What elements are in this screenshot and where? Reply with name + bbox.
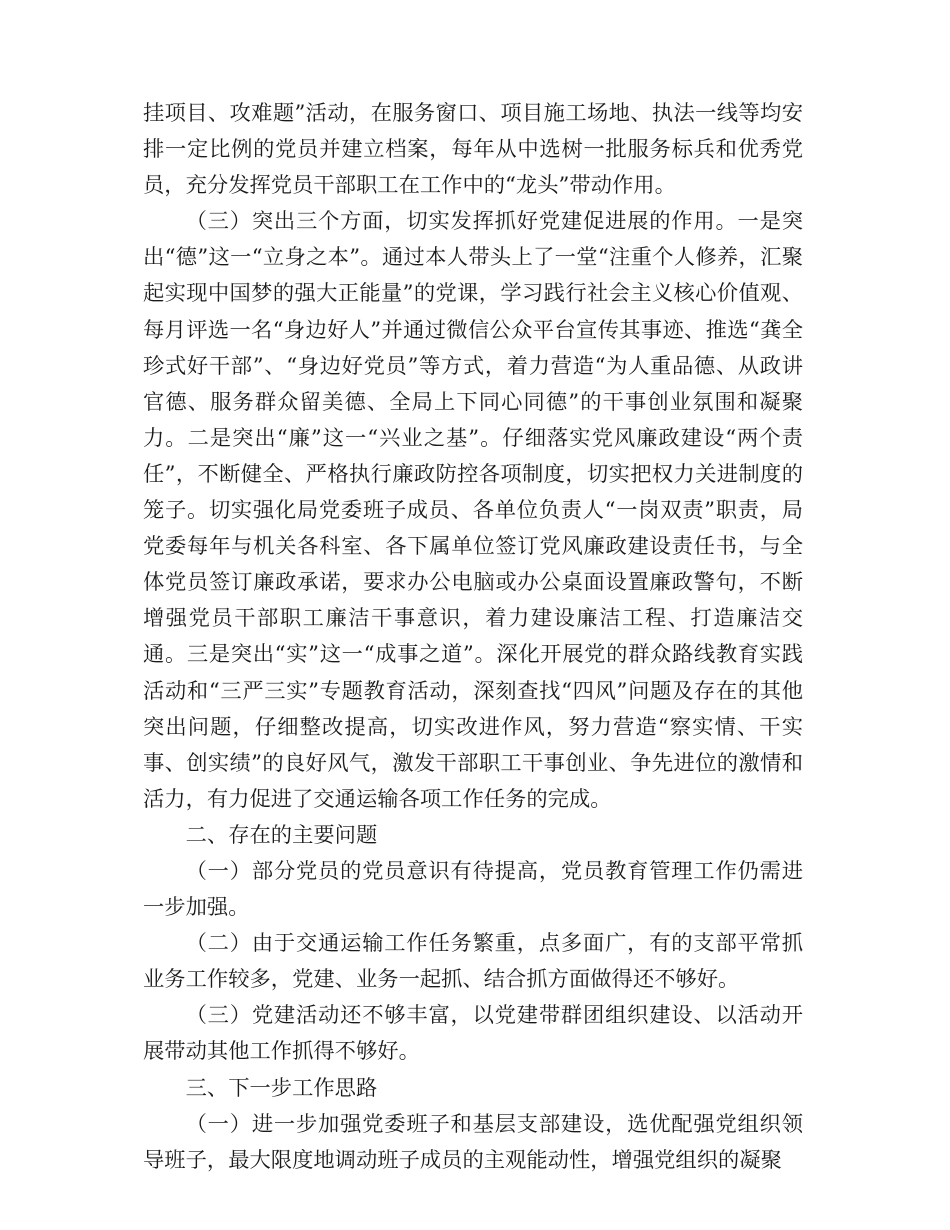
heading-next-steps: 三、下一步工作思路 <box>185 1075 378 1101</box>
paragraph-next-step-1: （一）进一步加强党委班子和基层支部建设，选优配强党组织领导班子，最大限度地调动班子成员的主观能动性，增强党组织的凝聚 <box>143 1111 803 1173</box>
paragraph-continuation: 挂项目、攻难题”活动，在服务窗口、项目施工场地、执法一线等均安排一定比例的党员并建立档案，每年从中选树一批服务标兵和优秀党员，充分发挥党员干部职工在工作中的“龙头”带动作用。 <box>143 101 803 199</box>
paragraph-problem-2: （二）由于交通运输工作任务繁重，点多面广，有的支部平常抓业务工作较多，党建、业务一起抓、结合抓方面做得还不够好。 <box>143 931 803 993</box>
document-body <box>143 96 803 1179</box>
paragraph-section-three-aspects: （三）突出三个方面，切实发挥抓好党建促进展的作用。一是突出“德”这一“立身之本”。通过本人带头上了一堂“注重个人修养，汇聚起实现中国梦的强大正能量”的党课，学习践行社会主义核心价值观、每月评选一名“身边好人”并通过微信公众平台宣传其事迹、推选“龚全珍式好干部”、“身边好党员”等方式，着力营造“为人重品德、从政讲官德、服务群众留美德、全局上下同心同德”的干事创业氛围和凝聚力。二是突出“廉”这一“兴业之基”。仔细落实党风廉政建设“两个责任”，不断健全、严格执行廉政防控各项制度，切实把权力关进制度的笼子。切实强化局党委班子成员、各单位负责人“一岗双责”职责，局党委每年与机关各科室、各下属单位签订党风廉政建设责任书，与全体党员签订廉政承诺，要求办公电脑或办公桌面设置廉政警句，不断增强党员干部职工廉洁干事意识，着力建设廉洁工程、打造廉洁交通。三是突出“实”这一“成事之道”。深化开展党的群众路线教育实践活动和“三严三实”专题教育活动，深刻查找“四风”问题及存在的其他突出问题，仔细整改提高，切实改进作风，努力营造“察实情、干实事、创实绩”的良好风气，激发干部职工干事创业、争先进位的激情和活力，有力促进了交通运输各项工作任务的完成。 <box>143 209 803 812</box>
paragraph-problem-1: （一）部分党员的党员意识有待提高，党员教育管理工作仍需进一步加强。 <box>143 858 803 921</box>
paragraph-problem-3: （三）党建活动还不够丰富，以党建带群团组织建设、以活动开展带动其他工作抓得不够好。 <box>143 1003 803 1065</box>
heading-main-problems: 二、存在的主要问题 <box>185 822 378 848</box>
